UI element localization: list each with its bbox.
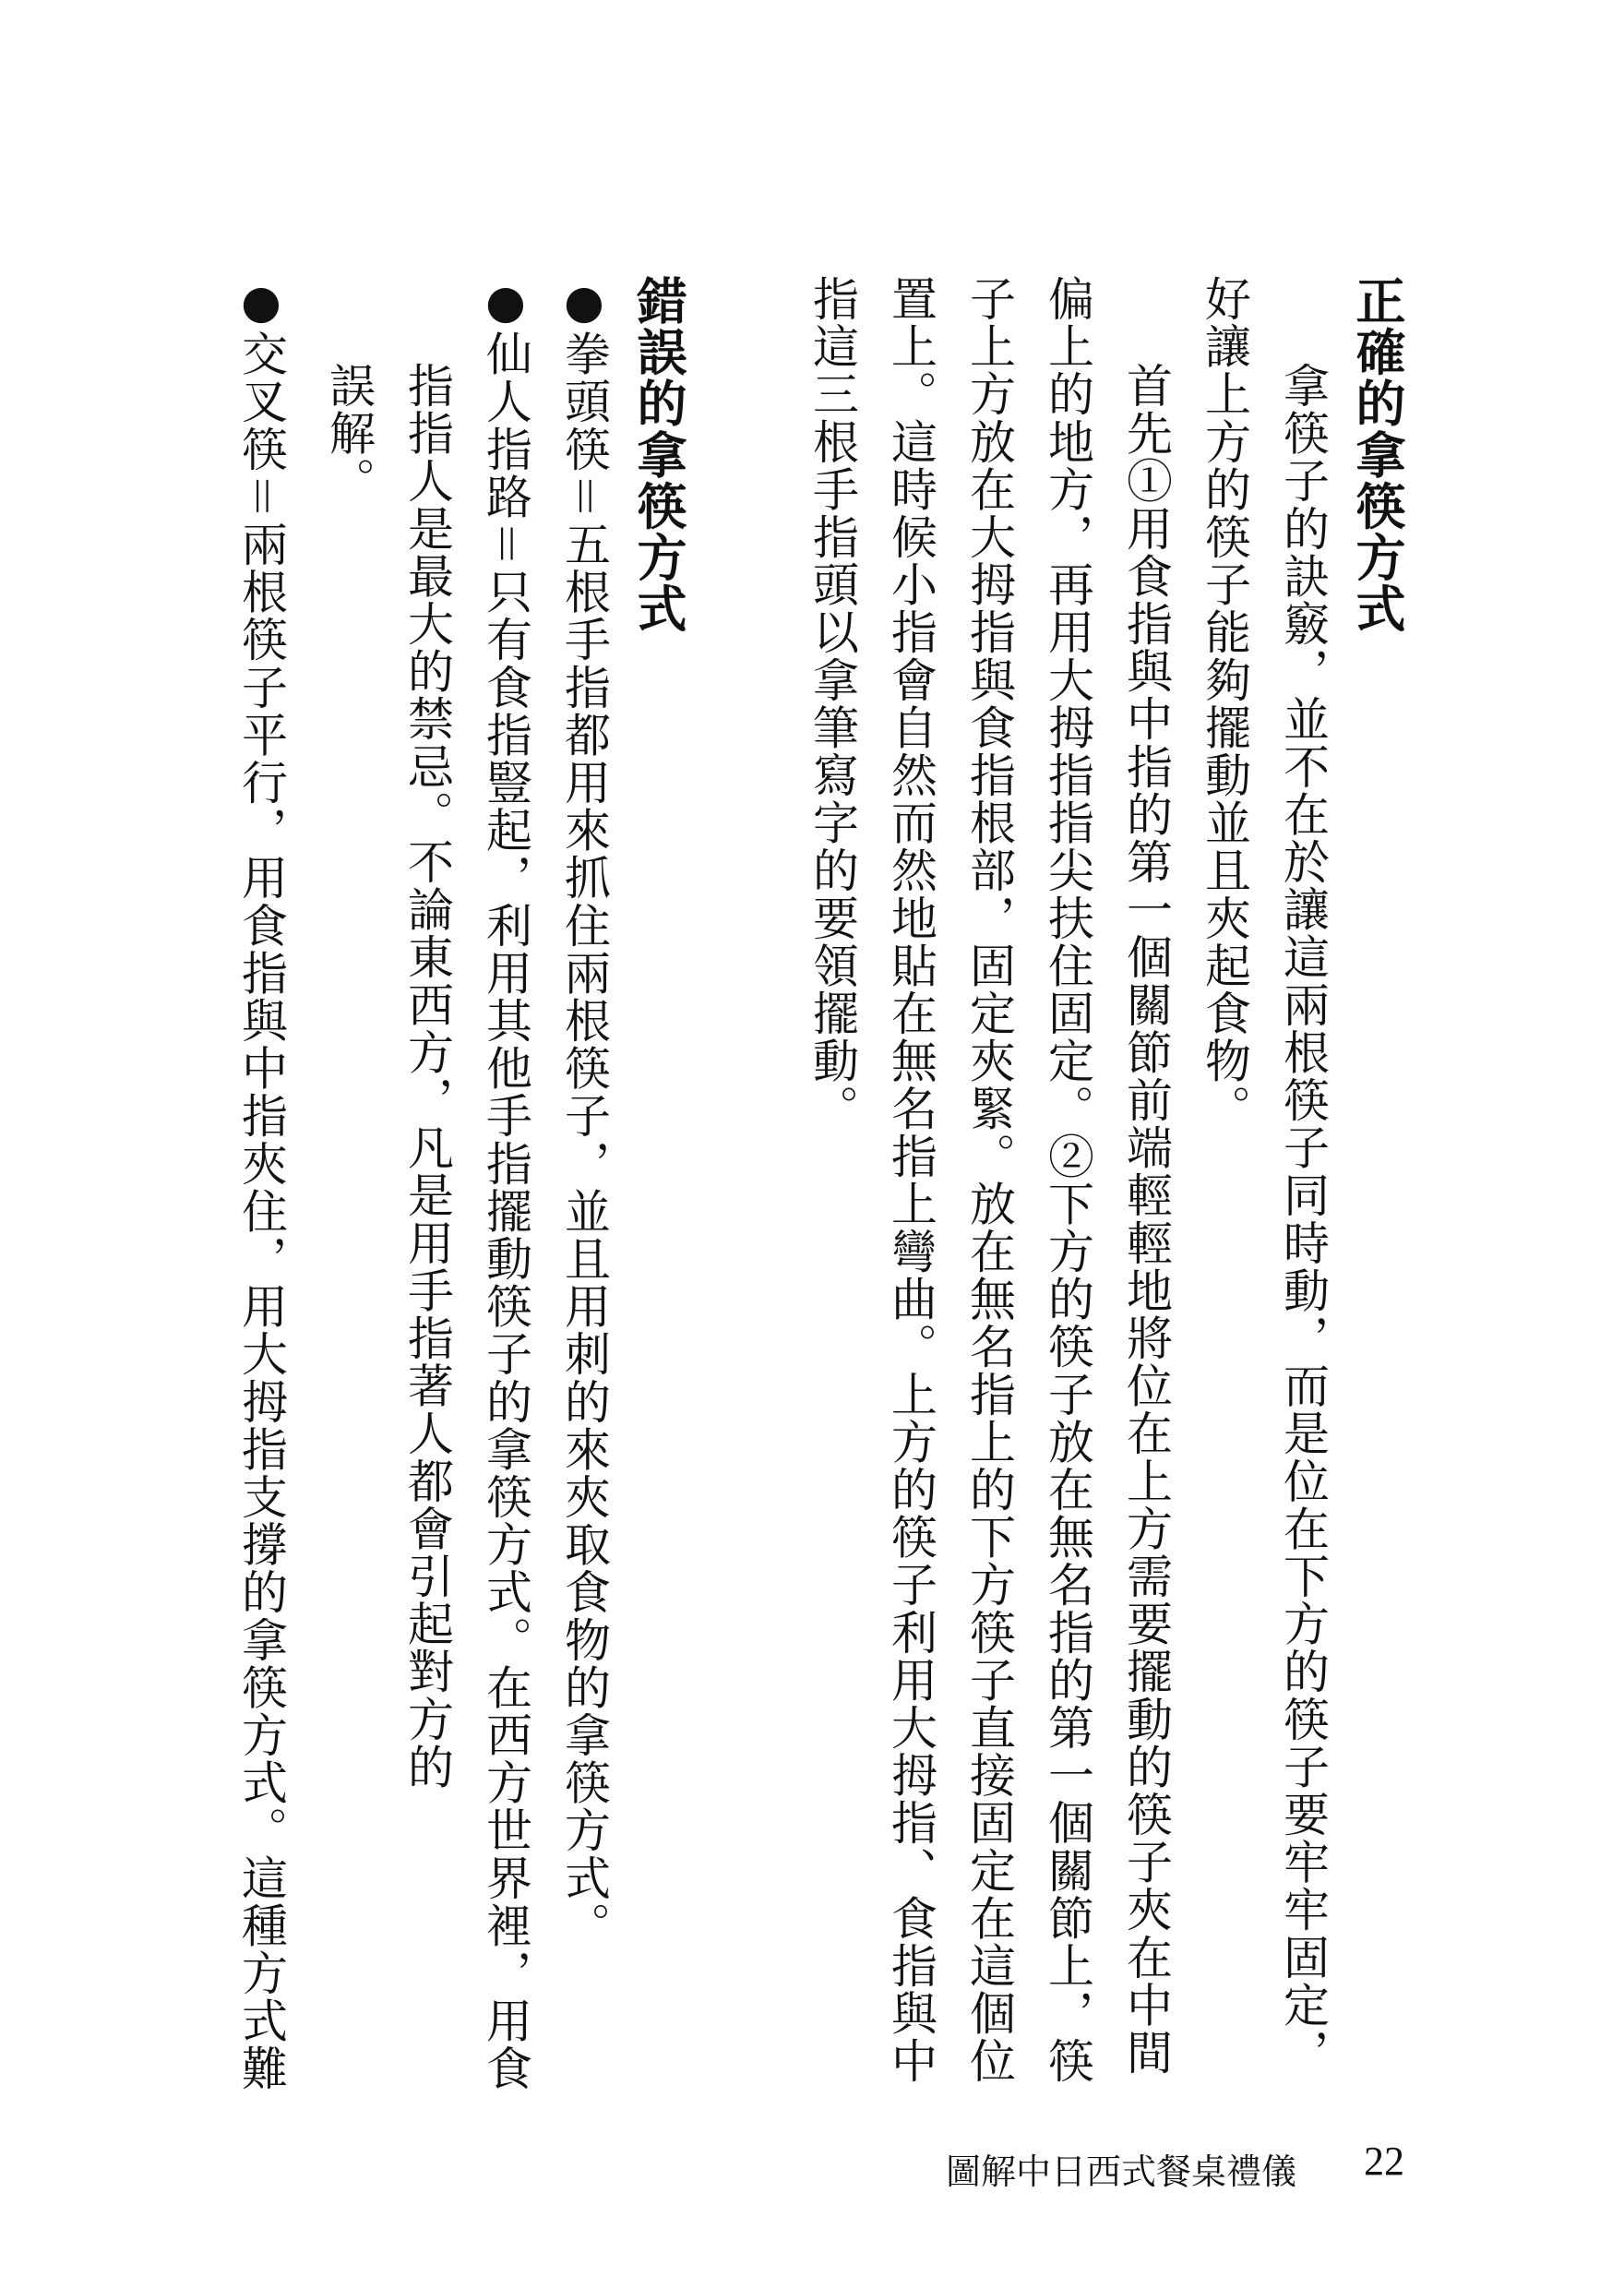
list-item-crossed-chopsticks: ●交叉筷＝兩根筷子平行，用食指與中指夾住，用大拇指支撐的拿筷方式。這種方式難 — [234, 275, 288, 2092]
list-item-continuation: 誤解。 — [322, 362, 376, 505]
paragraph-line: 置上。這時候小指會自然而然地貼在無名指上彎曲。上方的筷子利用大拇指、食指與中 — [884, 275, 937, 2085]
page-number: 22 — [1364, 2139, 1404, 2184]
list-item-continuation: 指指人是最大的禁忌。不論東西方，凡是用手指著人都會引起對方的 — [400, 362, 454, 1791]
paragraph-line: 好讓上方的筷子能夠擺動並且夾起食物。 — [1198, 275, 1251, 1133]
paragraph-line: 首先①用食指與中指的第一個關節前端輕輕地將位在上方需要擺動的筷子夾在中間 — [1119, 362, 1173, 2077]
paragraph-line: 子上方放在大拇指與食指根部，固定夾緊。放在無名指上的下方筷子直接固定在這個位 — [962, 275, 1016, 2085]
paragraph-line: 指這三根手指頭以拿筆寫字的要領擺動。 — [806, 275, 859, 1133]
section-heading-correct: 正確的拿筷方式 — [1348, 275, 1406, 635]
paragraph-line: 拿筷子的訣竅，並不在於讓這兩根筷子同時動，而是位在下方的筷子要牢牢固定， — [1276, 362, 1330, 2077]
running-footer-title: 圖解中日西式餐桌禮儀 — [946, 2151, 1297, 2192]
list-item-fist-chopsticks: ●拳頭筷＝五根手指都用來抓住兩根筷子，並且用刺的來夾取食物的拿筷方式。 — [557, 275, 611, 1949]
section-heading-wrong: 錯誤的拿筷方式 — [629, 275, 687, 635]
paragraph-line: 偏上的地方，再用大拇指指尖扶住固定。②下方的筷子放在無名指的第一個關節上，筷 — [1041, 275, 1094, 2085]
list-item-pointing-chopsticks: ●仙人指路＝只有食指豎起，利用其他手指擺動筷子的拿筷方式。在西方世界裡，用食 — [479, 275, 532, 2092]
